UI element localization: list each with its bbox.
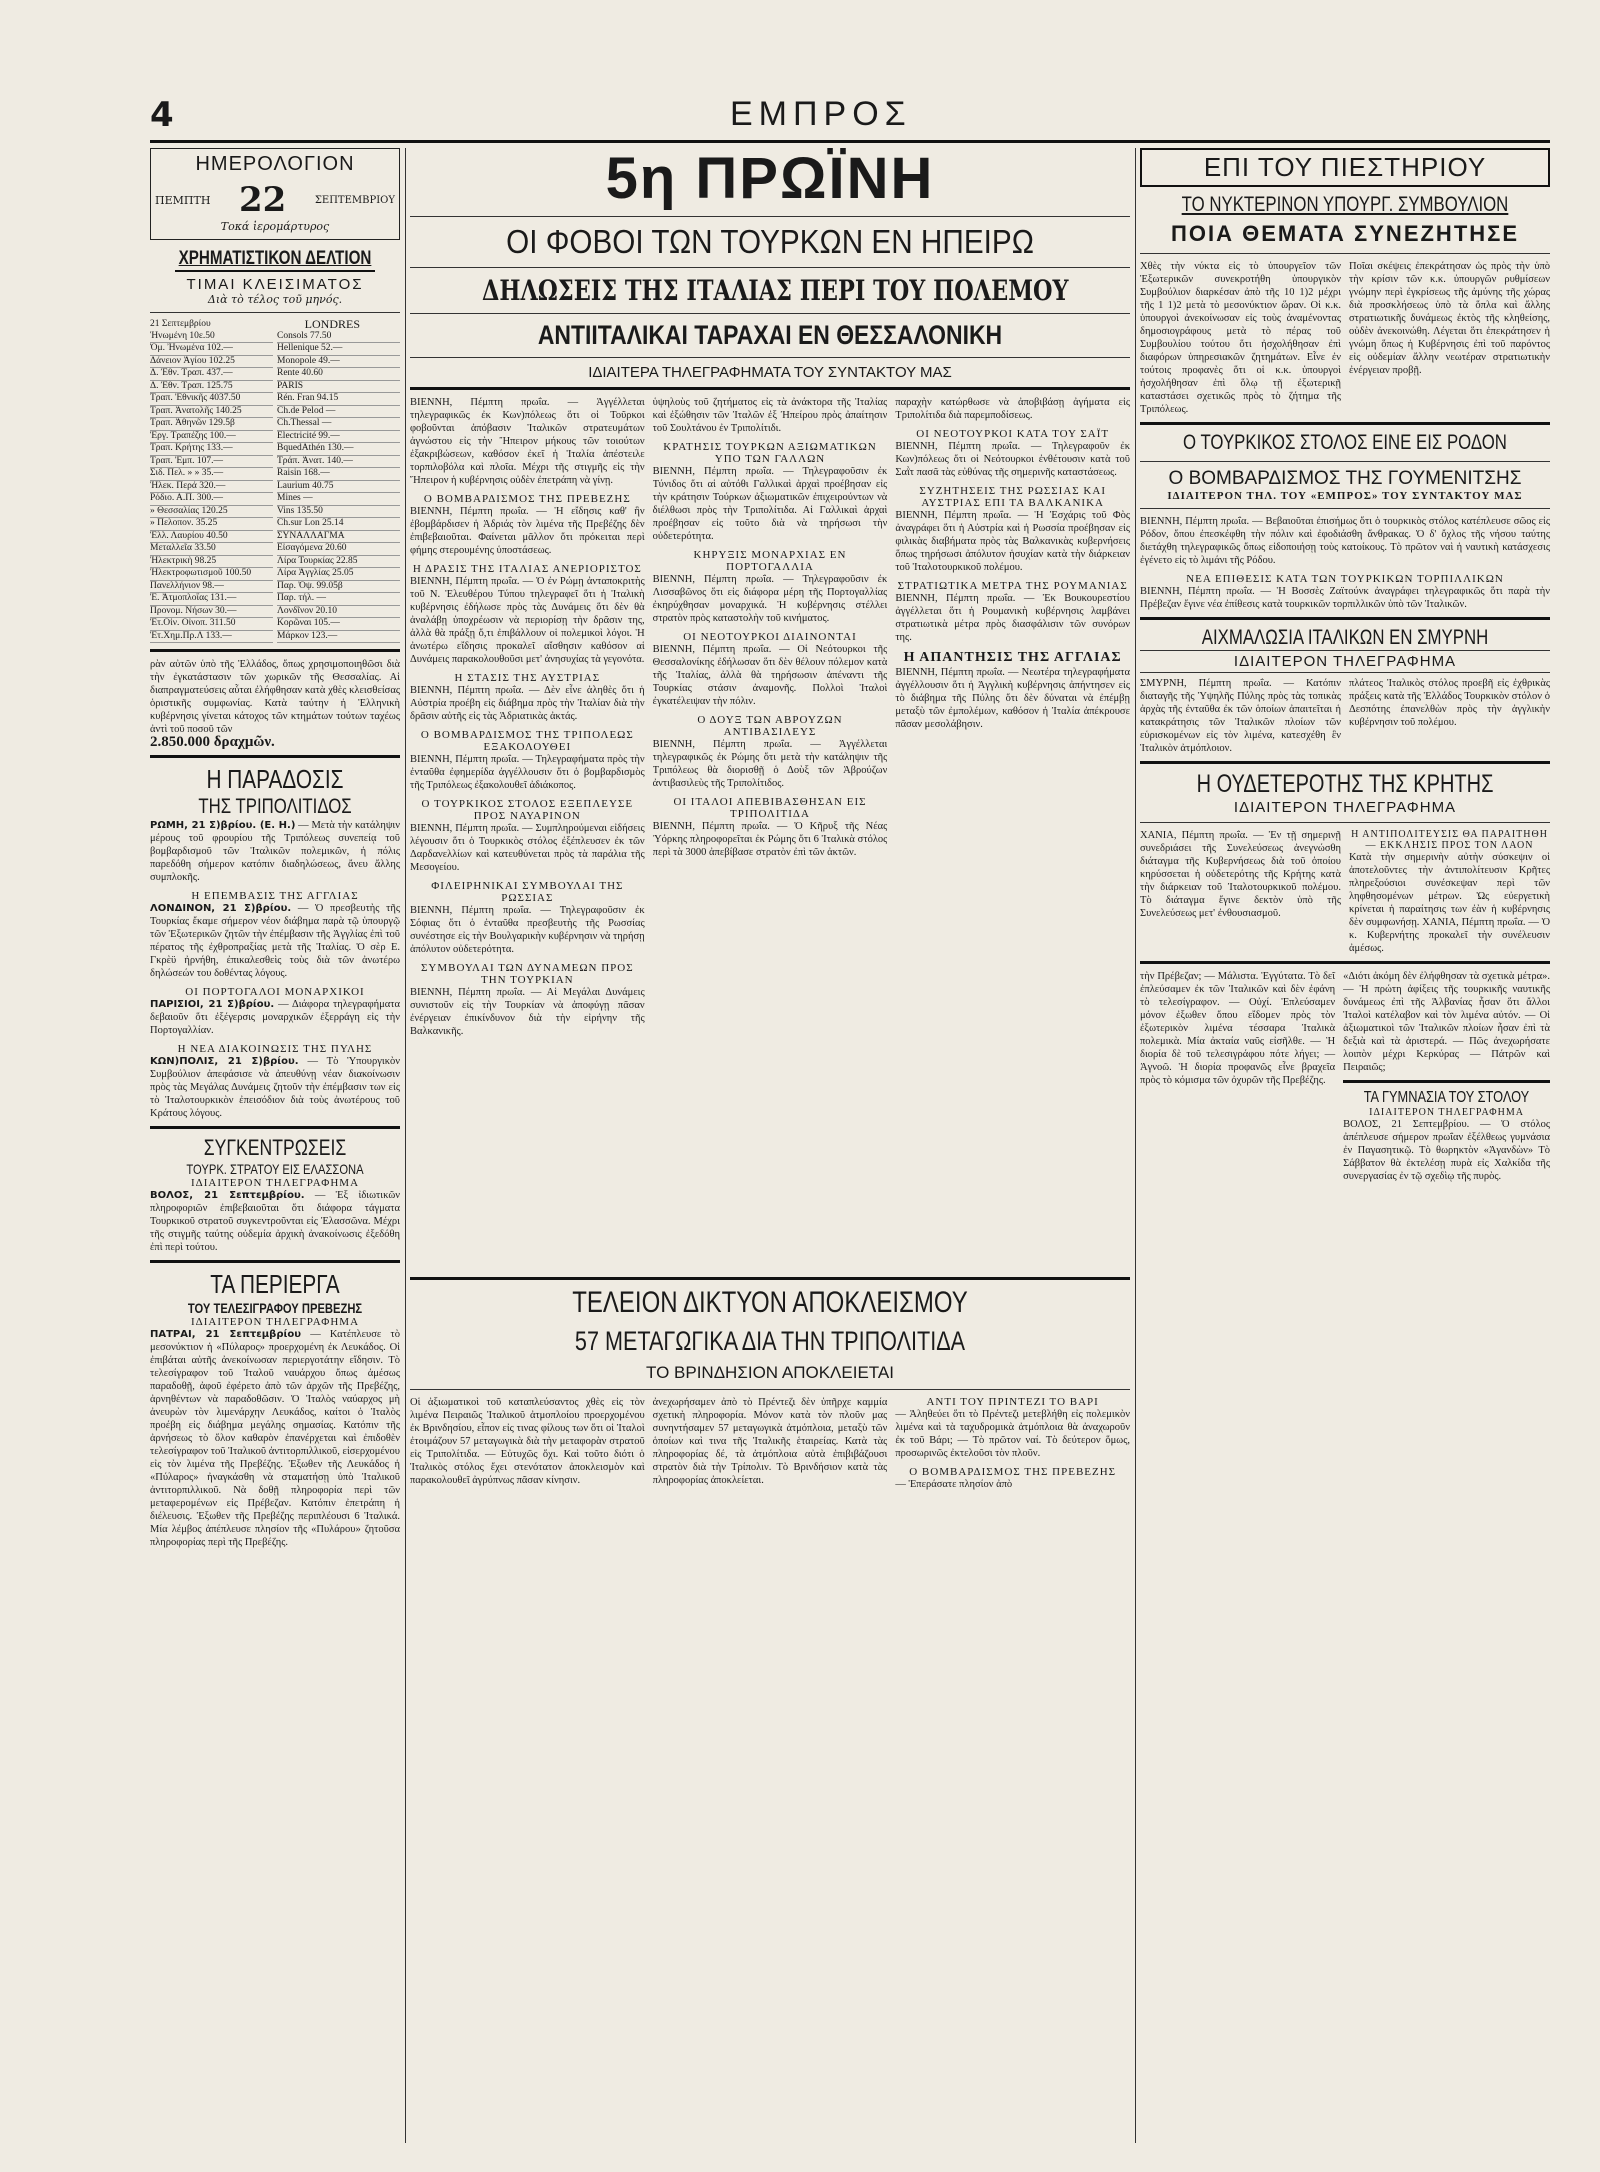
right-t6-right: «Διότι ἀκόμη δὲν ἐλήφθησαν τὰ σχετικὰ μέτρα». — Ἡ πρώτη ἀφίξεις τῆς τουρκικῆς ναυτικῆς δυνάμεως ἐπὶ τῆς Ἀλβανίας ἦσαν ὅτι ἄλλοι Ἰταλοὶ κατέλαβον καὶ τὸν λιμένα αὐτόν. — Οἱ ἀξιωματικοὶ τῶν Ἰταλικῶν πλοίων ἦσαν ἐπὶ τὰ δεξιὰ καὶ τὰ ἀριστερά. — Πῶς ἀνεχωρήσατε λοιπὸν μέχρι Κερκύρας — Πάτρῶν καὶ Πειραιῶς; bbox=[1343, 971, 1550, 1073]
right-t5-left: ΧΑΝΙΑ, Πέμπτη πρωΐα. — Ἐν τῇ σημερινῇ συνεδριάσει τῆς Συνελεύσεως ἀνεγνώσθη διάταγμα τῆς Κυβερνήσεως διὰ τοῦ ὁποίου κηρύσσεται ἡ οὐδετερότης τῆς Κρήτης κατὰ τὴν διάρκειαν τοῦ Ἰταλοτουρκικοῦ πολέμου. Τὸ διάταγμα ἔγινε δεκτὸν ὑπὸ τῆς Συνελεύσεως μετ' ἐνθουσιασμοῦ. bbox=[1140, 830, 1341, 919]
calendar-saint: Τοκά ἱερομάρτυρος bbox=[220, 220, 330, 233]
bottom-b: ἀνεχωρήσαμεν ἀπὸ τὸ Πρέντεζι δὲν ὑπῆρχε καμμία σχετικὴ πληροφορία. Μόνον κατὰ τὸν πλοῦν μας συνηντήσαμεν 57 μεταγωγικὰ ἀτμόπλοια, μεταξὺ τῶν ὁποίων καὶ τινα τῆς Ἰταλικῆς ἑταιρείας. Κατὰ τὰς πληροφορίας δέ, τὰ ἀτμόπλοια αὐτὰ ἐπιβιβάζουσι στρατὸν διὰ τὴν Τρίπολιν. Τὸ Βρινδήσιον κατὰ τὰς πληροφορίας ἀποκλείεται. bbox=[652, 1397, 888, 1486]
masthead bbox=[150, 95, 1550, 143]
col-a-t3: Η ΣΤΑΣΙΣ ΤΗΣ ΑΥΣΤΡΙΑΣ bbox=[454, 672, 601, 684]
col-a-p8: ΒΙΕΝΝΗ, Πέμπτη πρωΐα. — Αἱ Μεγάλαι Δυνάμεις συνιστοῦν εἰς τὴν Τουρκίαν νὰ ἀποφύγῃ πᾶσαν ἐνέργειαν ἐπικίνδυνον διὰ τὴν εἰρήνην τῆς Βαλκανικῆς. bbox=[410, 987, 645, 1037]
market-title: ΧΡΗΜΑΤΙΣΤΙΚΟΝ ΔΕΛΤΙΟΝ bbox=[175, 248, 375, 272]
market-cell: Ἠλεκτροφωτισμοῦ 100.50 bbox=[150, 568, 273, 581]
paradosis-dateline: ΡΩΜΗ, 21 Σ)βρίου. (Ε. Η.) bbox=[150, 820, 296, 831]
synkentroseis-title: ΣΥΓΚΕΝΤΡΩΣΕΙΣ bbox=[203, 1135, 347, 1160]
col-a-p3: ΒΙΕΝΝΗ, Πέμπτη πρωΐα. — Ὁ ἐν Ρώμῃ ἀνταποκριτὴς τοῦ Ν. Ἐλευθέρου Τύπου τηλεγραφεῖ ὅτι ἡ Ἰταλικὴ κυβέρνησις ἐδήλωσε πρὸς τὰς Δυνάμεις ὅτι δὲν θὰ ἀναλάβῃ ὑποχρέωσιν νὰ περιορίσῃ τὴν δρᾶσιν της, ἀλλὰ θὰ πράξῃ ὅ,τι ἐπιβάλλουν οἱ πολεμικοὶ λόγοι. Ἡ ἀνωτέρω εἴδησις προκαλεῖ αἴσθησιν καθόσον αἱ Δυνάμεις παρακολουθοῦσι μετ' ἀνησυχίας τὰ γεγονότα. bbox=[410, 576, 645, 665]
right-h7: Η ΟΥΔΕΤΕΡΟΤΗΣ ΤΗΣ ΚΡΗΤΗΣ bbox=[1196, 770, 1494, 798]
col-b-p4: ΒΙΕΝΝΗ, Πέμπτη πρωΐα. — Οἱ Νεότουρκοι τῆς Θεσσαλονίκης ἐδήλωσαν ὅτι δὲν θέλουν πόλεμον κατὰ τῆς Ἰταλίας, ἀλλὰ θὰ τηρήσωσιν ἀπέναντι τῆς Τουρκίας στάσιν ἀναμονῆς. Πολλοὶ Ἰταλοὶ ἐγκατέλειψαν τὴν πόλιν. bbox=[652, 644, 888, 707]
market-cell: PARIS bbox=[277, 381, 400, 394]
column-rule bbox=[405, 148, 406, 2143]
column-rule bbox=[1135, 148, 1136, 2143]
col-a-p2: ΒΙΕΝΝΗ, Πέμπτη πρωΐα. — Ἡ εἴδησις καθ' ἣν ἐβομβάρδισεν ἡ Ἀδριάς τὸν λιμένα τῆς Πρεβέζης δὲν ἐπιβεβαιοῦται. Φαίνεται μᾶλλον ὅτι πρόκειται περὶ φήμης στερουμένης ὑποστάσεως. bbox=[410, 506, 645, 556]
col-c-t1: ΟΙ ΝΕΟΤΟΥΡΚΟΙ ΚΑΤΑ ΤΟΥ ΣΑΪΤ bbox=[916, 428, 1110, 440]
market-cell: Παρ. Ὀψ. 99.05β bbox=[277, 581, 400, 594]
market-cell: Vins 135.50 bbox=[277, 506, 400, 519]
perierga-text: — Κατέπλευσε τὸ μεσονύκτιον ἡ «Πύλαρος» προερχομένη ἐκ Λευκάδος. Οἱ ἐπιβάται αὐτῆς ἀνεκοίνωσαν περιεργοτάτην εἴδησιν. Τὸ τελεσίγραφον τοῦ Ἰταλοῦ ναυάρχου ὅπως ἀμέσως παραδοθῇ, ἀφοῦ ἐφέρετο ἀπὸ τῶν ἀρχῶν τῆς Πρεβέζης, ἀρνηθέντων νὰ παραδοθῶσιν. Ὁ Ἰταλὸς ναύαρχος μὴ ἀνευρὼν τὸν λιμενάρχην Λευκάδος, καίτοι ὁ Ἰταλὸς προέβη εἰς διάβημα μεγάλης σημασίας. Κατόπιν τῆς ἀρνήσεως τὸ ὅλον καθαρὸν ἐπανέρχεται καὶ ἐπιδοθὲν τελεσίγραφον τοῦ Ἰταλικοῦ ἀντιτορπιλλικοῦ, εἰσερχομένου εἰς τὸν λιμένα τῆς Πρεβέζης. Ἐξωθεν τῆς Λευκάδος ἡ «Πύλαρος» ἠναγκάσθη νὰ σταματήσῃ ὑπὸ Ἰταλικοῦ ἀντιτορπιλλικοῦ. Νὰ δοθῇ πληροφορία περὶ τῶν μεταφερομένων εἰς Πρέβεζαν. Κατόπιν ἐπετράπη ἡ διέλευσις. Ἐξωθεν τῆς Πρεβέζης περιπλέουσι 6 Ἰταλικά. Μία λέμβος ἀπέπλευσε πλησίον τῆς «Πυλάρου» ζητοῦσα πληροφορίας περὶ τῆς Πρεβέζης. bbox=[150, 1329, 400, 1548]
market-cell: Ch.sur Lon 25.14 bbox=[277, 518, 400, 531]
right-h4: Ο ΒΟΜΒΑΡΔΙΣΜΟΣ ΤΗΣ ΓΟΥΜΕΝΙΤΣΗΣ bbox=[1168, 468, 1522, 489]
col-b-p6: ΒΙΕΝΝΗ, Πέμπτη πρωΐα. — Ὁ Κῆρυξ τῆς Νέας Ὑόρκης πληροφορεῖται ἐκ Ρώμης ὅτι 6 Ἰταλικὰ στόλος περὶ τὰ 3000 ἀπεβίβασε στρατὸν ἐπὶ τῶν ἀκτῶν. bbox=[652, 821, 888, 858]
market-cell: Electricité 99.— bbox=[277, 431, 400, 444]
market-note: Διὰ τὸ τέλος τοῦ μηνός. bbox=[207, 293, 343, 306]
market-cell: Mines — bbox=[277, 493, 400, 506]
col-a-t5: Ο ΤΟΥΡΚΙΚΟΣ ΣΤΟΛΟΣ ΕΞΕΠΛΕΥΣΕ ΠΡΟΣ ΝΑΥΑΡΙΝΟΝ bbox=[421, 798, 634, 822]
edition-title: 5η ΠΡΩΪΝΗ bbox=[605, 148, 935, 211]
paradosis-title: Η ΠΑΡΑΔΟΣΙΣ bbox=[206, 764, 344, 794]
market-table bbox=[150, 319, 400, 643]
calendar-date-row bbox=[155, 180, 395, 220]
portugal-title: ΟΙ ΠΟΡΤΟΓΑΛΟΙ ΜΟΝΑΡΧΙΚΟΙ bbox=[185, 986, 365, 998]
right-h8-label: ΙΔΙΑΙΤΕΡΟΝ ΤΗΛΕΓΡΑΦΗΜΑ bbox=[1369, 1107, 1524, 1118]
col-c-p4: ΒΙΕΝΝΗ, Πέμπτη πρωΐα. — Ἐκ Βουκουρεστίου ἀγγέλλεται ὅτι ἡ Ρουμανικὴ κυβέρνησις λαμβάνει στρατιωτικὰ μέτρα πρὸς διασφάλισιν τῶν συνόρων της. bbox=[895, 593, 1130, 643]
market-cell: Laurium 40.75 bbox=[277, 481, 400, 494]
col-c-p2: ΒΙΕΝΝΗ, Πέμπτη πρωΐα. — Τηλεγραφοῦν ἐκ Κων)πόλεως ὅτι οἱ Νεότουρκοι ἐνθέτουσιν κατὰ τοῦ Σαῒτ πασᾶ τὰς εὐθύνας τῆς σημερινῆς καταστάσεως. bbox=[895, 441, 1130, 478]
col-b-t2: ΚΗΡΥΞΙΣ ΜΟΝΑΡΧΙΑΣ ΕΝ ΠΟΡΤΟΓΑΛΛΙΑ bbox=[693, 549, 847, 573]
col-b-t5: ΟΙ ΙΤΑΛΟΙ ΑΠΕΒΙΒΑΣΘΗΣΑΝ ΕΙΣ ΤΡΙΠΟΛΙΤΙΔΑ bbox=[673, 796, 867, 820]
center-column bbox=[410, 148, 1130, 2143]
market-cell: Παρ. τήλ. — bbox=[277, 593, 400, 606]
market-cell: Λονδῖνον 20.10 bbox=[277, 606, 400, 619]
right-t5-r-title: Η ΑΝΤΙΠΟΛΙΤΕΥΣΙΣ ΘΑ ΠΑΡΑΙΤΗΘΗ — ΕΚΚΛΗΣΙΣ ΠΡΟΣ ΤΟΝ ΛΑΟΝ bbox=[1351, 829, 1548, 851]
right-h4-label: ΙΔΙΑΙΤΕΡΟΝ ΤΗΛ. ΤΟΥ «ΕΜΠΡΟΣ» ΤΟΥ ΣΥΝΤΑΚΤΟΥ ΜΑΣ bbox=[1167, 490, 1523, 502]
agglia-dateline: ΛΟΝΔΙΝΟΝ, 21 Σ)βρίου. bbox=[150, 903, 292, 914]
center-subcol-b bbox=[653, 396, 888, 1271]
agglia-title: Η ΕΠΕΜΒΑΣΙΣ ΤΗΣ ΑΓΓΛΙΑΣ bbox=[191, 890, 359, 902]
perierga-subtitle: ΤΟΥ ΤΕΛΕΣΙΓΡΑΦΟΥ ΠΡΕΒΕΖΗΣ bbox=[187, 1300, 363, 1316]
market-cell: Ἡνωμένη 10ε.50 bbox=[150, 331, 273, 344]
col-a-t4: Ο ΒΟΜΒΑΡΔΙΣΜΟΣ ΤΗΣ ΤΡΙΠΟΛΕΩΣ ΕΞΑΚΟΛΟΥΘΕΙ bbox=[420, 729, 634, 753]
market-cell: Rén. Fran 94.15 bbox=[277, 393, 400, 406]
ptais-text: — Τὸ Ὑπουργικὸν Συμβούλιον ἀπεφάσισε νὰ ἀπευθύνῃ νέαν διακοίνωσιν πρὸς τὰς Μεγάλας Δυνάμεις ζητοῦν τὴν ἐπέμβασιν των εἰς τὸ Ἰταλοτουρκικὸν ἐπεισόδιον διὰ τοὺς ἀνωτέρους τοῦ Κράτους λόγους. bbox=[150, 1056, 400, 1119]
market-cell: Ἐτ.Χημ.Πρ.Λ 133.— bbox=[150, 631, 273, 644]
center-subcol-c bbox=[895, 396, 1130, 1271]
market-cell: Κορῶναι 105.— bbox=[277, 618, 400, 631]
market-cell: Δ. Ἐθν. Τραπ. 125.75 bbox=[150, 381, 273, 394]
market-cell: Ἐτ.Οἰν. Οἰνοπ. 311.50 bbox=[150, 618, 273, 631]
left-column bbox=[150, 148, 400, 2143]
market-cell: Μεταλλεῖα 33.50 bbox=[150, 543, 273, 556]
center-body bbox=[410, 396, 1130, 1271]
paradosis-text: — Μετὰ τὴν κατάληψιν μέρους τοῦ φρουρίου τῆς Τριπόλεως συνεπείᾳ τοῦ βομβαρδισμοῦ τῶν Ἰταλικῶν πολεμικῶν, ἡ πόλις παρεδόθη σήμερον κατόπιν διαδηλώσεως, ἄνευ ἄλλης συμπλοκῆς. bbox=[150, 820, 400, 883]
col-b-p5: ΒΙΕΝΝΗ, Πέμπτη πρωΐα. — Ἀγγέλλεται τηλεγραφικῶς ἐκ Ρώμης ὅτι μετὰ τὴν κατάληψιν τῆς Τριπόλεως θὰ διορισθῇ ὁ Δοὺξ τῶν Ἀβρούζων ἀντιβασιλεὺς τῆς Τριπολίτιδος. bbox=[652, 739, 888, 789]
market-cell: Ρόδιο. Α.Π. 300.— bbox=[150, 493, 273, 506]
market-cell: Δ. Ἐθν. Τραπ. 437.— bbox=[150, 368, 273, 381]
market-cell: Rente 40.60 bbox=[277, 368, 400, 381]
calendar-day: ΠΕΜΠΤΗ bbox=[155, 193, 211, 207]
col-c-p3: ΒΙΕΝΝΗ, Πέμπτη πρωΐα. — Ἡ Ἐσχάρις τοῦ Φὸς ἀναγράφει ὅτι ἡ Αὐστρία καὶ ἡ Ρωσσία προέβησαν εἰς φιλικὰς διαβήματα πρὸς τὰς Βαλκανικὰς κυβερνήσεις ὅπως τηρήσωσι ἀπόλυτον ἡσυχίαν κατὰ τὴν διάρκειαν τοῦ Ἰταλοτουρκικοῦ πολέμου. bbox=[895, 510, 1130, 573]
col-a-t6: ΦΙΛΕΙΡΗΝΙΚΑΙ ΣΥΜΒΟΥΛΑΙ ΤΗΣ ΡΩΣΣΙΑΣ bbox=[431, 880, 624, 904]
col-c-p5: ΒΙΕΝΝΗ, Πέμπτη πρωΐα. — Νεωτέρα τηλεγραφήματα ἀγγέλλουσιν ὅτι ἡ Ἀγγλικὴ κυβέρνησις ἀπήντησεν εἰς τὸ διάβημα τῆς Πύλης ὅτι δὲν δύναται νὰ ἐπέμβῃ μεταξὺ τῶν ἐμπολέμων, καθόσον ἡ Ἰταλία ἀπέκρουσε πᾶσαν μεσολάβησιν. bbox=[895, 667, 1130, 730]
synkentroseis-dateline: ΒΟΛΟΣ, 21 Σεπτεμβρίου. bbox=[150, 1190, 305, 1201]
market-cell: Ὁμ. Ἠνωμένα 102.— bbox=[150, 343, 273, 356]
market-cell: Ἠλεκτρικὴ 98.25 bbox=[150, 556, 273, 569]
bottom-c-title: ΑΝΤΙ ΤΟΥ ΠΡΙΝΤΕΖΙ ΤΟ ΒΑΡΙ bbox=[926, 1396, 1099, 1408]
right-t6-left: τὴν Πρέβεζαν; — Μάλιστα. Ἐγγύτατα. Τὸ δεῖ ἐπλεύσαμεν ἐκ τῶν Ἰταλικῶν καὶ δὲν ἐφάνη τὸ τελεσίγραφον. — Οὐχί. Ἐπλεύσαμεν μόνον ἐξωθεν ὅπου εἴδομεν πρὸς τὸν ἐξωτερικὸν λιμένα τέσσαρα Ἰταλικὰ πολεμικὰ. Μία ἀκταία ναῦς εἰσῆλθε. — Ἡ διορία δὲ τοῦ τελεσιγράφου πότε λήγει; — Ἀγνοῶ. Ἡ διορία προφανῶς εἶνε βραχεῖα πρὸς τὸ κόμισμα τῶν ὀχυρῶν τῆς Πρεβέζης. bbox=[1140, 971, 1336, 1086]
right-h7-label: ΙΔΙΑΙΤΕΡΟΝ ΤΗΛΕΓΡΑΦΗΜΑ bbox=[1233, 799, 1457, 816]
market-cell: Monopole 49.— bbox=[277, 356, 400, 369]
market-cell: BquedAthén 130.— bbox=[277, 443, 400, 456]
market-cell: Hellenique 52.— bbox=[277, 343, 400, 356]
right-t1-left: Χθὲς τὴν νύκτα εἰς τὸ ὑπουργεῖον τῶν Ἐξωτερικῶν συνεκροτήθη ὑπουργικὸν Συμβούλιον διαρκέσαν ἀπὸ τῆς 10 1)2 μέχρι τῆς 1 1)2 μετὰ τὸ μεσονύκτιον ὥραν. Οἱ κ.κ. ὑπουργοὶ ἀνεκοίνωσαν εἰς τοὺς ἀναμένοντας δημοσιογράφους μετὰ τὸ πέρας τοῦ Συμβουλίου τούτου ὅτι ἠσχολήθησαν ἐπὶ διαφόρων ὑπηρεσιακῶν ζητημάτων. Εἶνε ἐν τούτοις προφανὲς ὅτι οἱ κ.κ. ὑπουργοὶ ἠσχολήθησαν ἐπὶ ὅλῳ τῇ ἐξωτερικῇ καταστάσει σχετικῶς πρὸς τὸ ζήτημα τῆς Τριπόλεως. bbox=[1140, 261, 1341, 415]
perierga-title: ΤΑ ΠΕΡΙΕΡΓΑ bbox=[210, 1269, 340, 1299]
right-t4-right: πλάτεος Ἰταλικὸς στόλος προεβῆ εἰς ἐχθρικὰς πράξεις κατὰ τῆς Ἑλλάδος Τουρκικὸν στόλον ὁ Δεσπότης ἐπανελθὼν πρὸς τὴν ἀγγλικὴν κυβέρνησιν τοῦ πολέμου. bbox=[1349, 678, 1550, 728]
synkentroseis-subtitle: ΤΟΥΡΚ. ΣΤΡΑΤΟΥ ΕΙΣ ΕΛΑΣΣΟΝΑ bbox=[186, 1161, 364, 1177]
market-cell: Consols 77.50 bbox=[277, 331, 400, 344]
right-t2: ΒΙΕΝΝΗ, Πέμπτη πρωΐα. — Βεβαιοῦται ἐπισήμως ὅτι ὁ τουρκικὸς στόλος κατέπλευσε σῶος εἰς Ρόδον, ὅπου ἐπεσκέφθη τὴν πόλιν καὶ ἐφοδιάσθη ἄνθρακας. Ὁ δ' ὄχλος τῆς νήσου ταύτης διετάχθη τηλεγραφικῶς ὅπως εἰδοποιήσῃ τοὺς κατοίκους. Τὸ πρῶτον ναὶ ἡ ναυτικὴ κατάσχεσις ἐγένετο εἰς τὸ λιμάνι τῆς Ρόδου. bbox=[1140, 516, 1550, 566]
col-c-p1: παραχὴν κατώρθωσε νὰ ἀποβιβάσῃ ἀγήματα εἰς Τριπολίτιδα διὰ παρεμποδίσεως. bbox=[895, 397, 1130, 421]
market-cell: Δάνειον Ἀγίου 102.25 bbox=[150, 356, 273, 369]
market-cell: » Πελοπον. 35.25 bbox=[150, 518, 273, 531]
right-h2: ΠΟΙΑ ΘΕΜΑΤΑ ΣΥΝΕΖΗΤΗΣΕ bbox=[1170, 221, 1520, 246]
synkentroseis-text: — Ἐξ ἰδιωτικῶν πληροφοριῶν ἐπιβεβαιοῦται ὅτι διάφορα τάγματα Τουρκικοῦ στρατοῦ συγκεντροῦνται εἰς Ἐλασσῶνα. Μέχρι τῆς στιγμῆς ταύτης οὐδεμία ἀρχικὴ ἀνακοίνωσις ἐξεδόθη ἐπὶ περὶ τούτου. bbox=[150, 1190, 400, 1253]
col-c-t4: Η ΑΠΑΝΤΗΣΙΣ ΤΗΣ ΑΓΓΛΙΑΣ bbox=[903, 650, 1122, 665]
market-cell: Ch.de Pelod — bbox=[277, 406, 400, 419]
col-b-t1: ΚΡΑΤΗΣΙΣ ΤΟΥΡΚΩΝ ΑΞΙΩΜΑΤΙΚΩΝ ΥΠΟ ΤΩΝ ΓΑΛΛΩΝ bbox=[663, 441, 877, 465]
right-h5: ΝΕΑ ΕΠΙΘΕΣΙΣ ΚΑΤΑ ΤΩΝ ΤΟΥΡΚΙΚΩΝ ΤΟΡΠΙΛΛΙΚΩΝ bbox=[1186, 573, 1504, 585]
perierga-label: ΙΔΙΑΙΤΕΡΟΝ ΤΗΛΕΓΡΑΦΗΜΑ bbox=[190, 1316, 360, 1328]
bottom-a: Οἱ ἀξιωματικοὶ τοῦ καταπλεύσαντος χθὲς εἰς τὸν λιμένα Πειραιῶς Ἰταλικοῦ ἀτμοπλοίου προερχομένου ἐκ Βρινδησίου, εἶπον εἰς τινας φίλους των ὅτι οἱ Ἰταλοὶ ἐτοιμάζουν 57 μεταγωγικὰ διὰ τὴν μεταφορὰν στρατοῦ εἰς Τριπολίτιδα. — Εὐτυχῶς ὅχι. Καὶ τοῦτο διότι ὁ Ἰταλικὸς στόλος ἔχει στενότατον ἀποκλεισμὸν καὶ παρακολουθεῖ ἀγρύπνως πᾶσαν κίνησιν. bbox=[410, 1397, 645, 1486]
col-b-p2: ΒΙΕΝΝΗ, Πέμπτη πρωΐα. — Τηλεγραφοῦσιν ἐκ Τύνιδος ὅτι αἱ αὐτόθι Γαλλικαὶ ἀρχαὶ προέβησαν εἰς τὴν κράτησιν Τούρκων ἀξιωματικῶν ἐπιχειρούντων νὰ διέλθωσι πρὸς τὴν Τριπολίτιδα. Αἱ Γαλλικαὶ ἀρχαὶ προέβησαν εἰς τοῦτο διὰ νὰ τηρήσωσι τὴν οὐδετερότητα. bbox=[652, 466, 888, 542]
market-rows bbox=[150, 331, 400, 644]
main-headline: ΟΙ ΦΟΒΟΙ ΤΩΝ ΤΟΥΡΚΩΝ ΕΝ ΗΠΕΙΡΩ bbox=[506, 223, 1034, 260]
col-a-t2: Η ΔΡΑΣΙΣ ΤΗΣ ΙΤΑΛΙΑΣ ΑΝΕΡΙΟΡΙΣΤΟΣ bbox=[412, 563, 642, 575]
bottom-c-title-2: Ο ΒΟΜΒΑΡΔΙΣΜΟΣ ΤΗΣ ΠΡΕΒΕΖΗΣ bbox=[909, 1466, 1117, 1478]
portugal-text: — Διάφορα τηλεγραφήματα δεβαιοῦν ὅτι ἐξέγερσις μοναρχικῶν ἐξερράγη εἰς τὴν Πορτογαλλίαν. bbox=[150, 999, 400, 1036]
headline-3: ΑΝΤΙΙΤΑΛΙΚΑΙ ΤΑΡΑΧΑΙ ΕΝ ΘΕΣΣΑΛΟΝΙΚΗ bbox=[537, 320, 1003, 350]
market-cell: Τραπ. Ἐθνικῆς 4037.50 bbox=[150, 393, 273, 406]
market-cell: Λίρα Ἀγγλίας 25.05 bbox=[277, 568, 400, 581]
market-cell: Ἑλλ. Λαυρίου 40.50 bbox=[150, 531, 273, 544]
market-cell: Τράπ. Ἀνατ. 140.— bbox=[277, 456, 400, 469]
col-a-p4: ΒΙΕΝΝΗ, Πέμπτη πρωΐα. — Δὲν εἶνε ἀληθὲς ὅτι ἡ Αὐστρία προέβη εἰς διάβημα πρὸς τὴν Ἰταλίαν διὰ τὴν δρᾶσιν αὐτῆς εἰς τὰς Ἀδριατικὰς ἀκτάς. bbox=[410, 685, 645, 722]
right-t4-left: ΣΜΥΡΝΗ, Πέμπτη πρωΐα. — Κατόπιν διαταγῆς τῆς Ὑψηλῆς Πύλης πρὸς τὰς τοπικὰς ἀρχὰς τῆς ἐνταῦθα ἐκ τῶν ὁποίων ἀπαιτεῖται ἡ κατακράτησις τῶν Ἰταλικῶν πλοίων τῶν εὑρισκομένων εἰς τὸν λιμένα, κατεσχέθη ἓν Ἰταλικὸν ἀτμόπλοιον. bbox=[1140, 678, 1341, 754]
headline-5: ΤΕΛΕΙΟΝ ΔΙΚΤΥΟΝ ΑΠΟΚΛΕΙΣΜΟΥ bbox=[572, 1286, 968, 1319]
right-t1-right: Ποῖαι σκέψεις ἐπεκράτησαν ὡς πρὸς τὴν ὑπὸ τὴν κρίσιν τῶν κ.κ. ὑπουργῶν ρυθμίσεων γνώμην περὶ ἐγκρίσεως τῆς ἀμύνης τῆς χώρας διὰ προσκλήσεως ὑπὸ τὰ ὅπλα καὶ ἄλλης στρατιωτικῆς δυνάμεως ἐκτὸς τῆς κληθείσης, οὐδὲν ἀνεκοινώθη. Λέγεται ὅτι ἐπεκράτησεν ἡ γνώμη ὅπως ἡ Κυβέρνησις ἐπὶ τοῦ παρόντος εἰς οὐδεμίαν ἄλλην νεωτέραν στρατιωτικὴν ἐνέργειαν προβῇ. bbox=[1349, 261, 1550, 376]
right-t5-right: Κατὰ τὴν σημερινὴν αὐτὴν σύσκεψιν οἱ ἀποτελοῦντες τὴν ἀντιπολίτευσιν Κρῆτες πληρεξούσιοι συνέσκεψαν περὶ τῶν ληφθησομένων μέτρων. Ὡς εὐεργετικὴ κρίνεται ἡ παραίτησις των ἐὰν ἡ κυβέρνησις δὲν συμφωνήσῃ. ΧΑΝΙΑ, Πέμπτη πρωΐα. — Ὁ κ. Κυβερνήτης προκαλεῖ τὴν συνέλευσιν ἀμέσως. bbox=[1349, 852, 1550, 954]
col-a-p1: ΒΙΕΝΝΗ, Πέμπτη πρωΐα. — Ἀγγέλλεται τηλεγραφικῶς ἐκ Κων)πόλεως ὅτι οἱ Τοῦρκοι φοβοῦνται ἀπόβασιν Ἰταλικῶν στρατευμάτων ἀγνώστου εἰς τὴν Ἤπειρον μήκους τῶν τοιούτων ἐξακριβώσεων, καθόσον ἐκεῖ ἡ Ἰταλία ἀπέστειλε τορπιλοβόλα καὶ πλοῖα. Μέχρι τῆς στιγμῆς εἰς τὴν Ἤπειρον ἡ κυβέρνησις οὐδὲν ἐπετράπη νὰ γίνῃ. bbox=[410, 397, 645, 486]
market-cell: Ἡλεκ. Περά 320.— bbox=[150, 481, 273, 494]
market-cell: Τραπ. Ἀθηνῶν 129.5β bbox=[150, 418, 273, 431]
market-cell: Τραπ. Ἀνατολῆς 140.25 bbox=[150, 406, 273, 419]
headline-6: 57 ΜΕΤΑΓΩΓΙΚΑ ΔΙΑ ΤΗΝ ΤΡΙΠΟΛΙΤΙΔΑ bbox=[574, 1326, 966, 1356]
market-city: LONDRES bbox=[304, 317, 360, 331]
right-h6: ΑΙΧΜΑΛΩΣΙΑ ΙΤΑΛΙΚΩΝ ΕΝ ΣΜΥΡΝΗ bbox=[1201, 626, 1489, 649]
market-subtitle: ΤΙΜΑΙ ΚΛΕΙΣΙΜΑΤΟΣ bbox=[186, 276, 364, 293]
center-subcol-a bbox=[410, 396, 645, 1271]
bottom-c-2: — Ἐπεράσατε πλησίον ἀπὸ bbox=[895, 1479, 1013, 1490]
market-cell: Τραπ. Κρήτης 133.— bbox=[150, 443, 273, 456]
calendar-box bbox=[150, 148, 400, 240]
bottom-c: — Ἀληθεύει ὅτι τὸ Πρέντεζι μετεβλήθη εἰς πολεμικὸν λιμένα καὶ τὰ ταχυδρομικὰ ἀτμόπλοια θὰ ἀναχωροῦν ἐκ τοῦ Βάρι; — Τὸ πρῶτον ναί. Τὸ δεύτερον ὅμως, προσωρινῶς ἐκτελοῦσι τὸν πλοῦν. bbox=[895, 1409, 1130, 1459]
paradosis-subtitle: ΤΗΣ ΤΡΙΠΟΛΙΤΙΔΟΣ bbox=[198, 795, 352, 818]
market-cell: Εἰσαγόμενα 20.60 bbox=[277, 543, 400, 556]
col-a-p7: ΒΙΕΝΝΗ, Πέμπτη πρωΐα. — Τηλεγραφοῦσιν ἐκ Σόφιας ὅτι ὁ ἐνταῦθα πρεσβευτὴς τῆς Ρωσσίας συνέστησε εἰς τὴν Βουλγαρικὴν κυβέρνησιν νὰ τηρήσῃ ἀπόλυτον οὐδετερότητα. bbox=[410, 905, 645, 955]
intro-amount: 2.850.000 δραχμῶν. bbox=[150, 734, 275, 750]
col-b-t3: ΟΙ ΝΕΟΤΟΥΡΚΟΙ ΔΙΑΙΝΟΝΤΑΙ bbox=[683, 631, 857, 643]
headline-4: ΙΔΙΑΙΤΕΡΑ ΤΗΛΕΓΡΑΦΗΜΑΤΑ ΤΟΥ ΣΥΝΤΑΚΤΟΥ ΜΑΣ bbox=[588, 364, 952, 381]
market-cell: Προνομ. Νήσων 30.— bbox=[150, 606, 273, 619]
market-cell: Raisin 168.— bbox=[277, 468, 400, 481]
market-date: 21 Σεπτεμβρίου bbox=[150, 319, 211, 329]
ptais-dateline: ΚΩΝ)ΠΟΛΙΣ, 21 Σ)βρίου. bbox=[150, 1056, 299, 1067]
market-cell: Ἐ. Ἀτμοπλοΐας 131.— bbox=[150, 593, 273, 606]
col-b-p3: ΒΙΕΝΝΗ, Πέμπτη πρωΐα. — Τηλεγραφοῦσιν ἐκ Λισσαβῶνος ὅτι εἰς διάφορα μέρη τῆς Πορτογαλλίας ἐκηρύχθησαν μοναρχικά. Ἡ κυβέρνησις στέλλει στρατὸν πρὸς καταστολὴν τοῦ κινήματος. bbox=[652, 574, 888, 624]
right-t7: ΒΟΛΟΣ, 21 Σεπτεμβρίου. — Ὁ στόλος ἀπέπλευσε σήμερον πρωΐαν ἐξέλθεως γυμνάσια ἐν Παγασητικῷ. Τὸ θωρηκτὸν «Ἀγανδὼν» Τὸ Σάββατον θὰ ἐκτελέσῃ πυρὰ εἰς Χαλκίδα τῆς συνεργασίας ἐν τῷ σχεδὶῳ τῆς πυρὸς. bbox=[1343, 1119, 1550, 1182]
paper-name: ΕΜΠΡΟΣ bbox=[730, 95, 912, 133]
market-cell: Σιδ. Πελ. » » 35.— bbox=[150, 468, 273, 481]
headline-7: ΤΟ ΒΡΙΝΔΗΣΙΟΝ ΑΠΟΚΛΕΙΕΤΑΙ bbox=[646, 1363, 894, 1382]
right-h6-label: ΙΔΙΑΙΤΕΡΟΝ ΤΗΛΕΓΡΑΦΗΜΑ bbox=[1140, 650, 1550, 673]
right-column bbox=[1140, 148, 1550, 2143]
center-bottom bbox=[410, 1396, 1130, 1491]
synkentroseis-label: ΙΔΙΑΙΤΕΡΟΝ ΤΗΛΕΓΡΑΦΗΜΑ bbox=[190, 1177, 360, 1189]
col-a-p5: ΒΙΕΝΝΗ, Πέμπτη πρωΐα. — Τηλεγραφήματα πρὸς τὴν ἐνταῦθα ἐφημερίδα ἀγγέλλουσιν ὅτι ὁ βομβαρδισμὸς τῆς Τριπόλεως ἐξακολουθεῖ ἀδιάκοπος. bbox=[410, 754, 645, 791]
col-a-t1: Ο ΒΟΜΒΑΡΔΙΣΜΟΣ ΤΗΣ ΠΡΕΒΕΖΗΣ bbox=[423, 493, 631, 505]
portugal-dateline: ΠΑΡΙΣΙΟΙ, 21 Σ)βρίου. bbox=[150, 999, 275, 1010]
ptais-title: Η ΝΕΑ ΔΙΑΚΟΙΝΩΣΙΣ ΤΗΣ ΠΥΛΗΣ bbox=[177, 1043, 373, 1055]
right-h1: ΤΟ ΝΥΚΤΕΡΙΝΟΝ ΥΠΟΥΡΓ. ΣΥΜΒΟΥΛΙΟΝ bbox=[1181, 193, 1509, 216]
right-h8: ΤΑ ΓΥΜΝΑΣΙΑ ΤΟΥ ΣΤΟΛΟΥ bbox=[1363, 1089, 1530, 1106]
market-cell: » Θεσσαλίας 120.25 bbox=[150, 506, 273, 519]
headline-2: ΔΗΛΩΣΕΙΣ ΤΗΣ ΙΤΑΛΙΑΣ ΠΕΡΙ ΤΟΥ ΠΟΛΕΜΟΥ bbox=[482, 274, 1069, 307]
col-b-t4: Ο ΔΟΥΞ ΤΩΝ ΑΒΡΟΥΖΩΝ ΑΝΤΙΒΑΣΙΛΕΥΣ bbox=[697, 714, 843, 738]
market-cell: Ἐργ. Τραπέζης 100.— bbox=[150, 431, 273, 444]
market-cell: ΣΥΝΑΛΛΑΓΜΑ bbox=[277, 531, 400, 544]
market-cell: Τραπ. Ἐμπ. 107.— bbox=[150, 456, 273, 469]
market-cell: Λίρα Τουρκίας 22.85 bbox=[277, 556, 400, 569]
market-cell: Πανελλήνιον 98.— bbox=[150, 581, 273, 594]
page-number: 4 bbox=[150, 95, 174, 135]
col-b-p1: ὑψηλοὺς τοῦ ζητήματος εἰς τὰ ἀνάκτορα τῆς Ἰταλίας καὶ ἐξώθησιν τῶν Ἰταλῶν ἐξ Ἠπείρου πρὸς ἀπαίτησιν τοῦ Σουλτάνου ἐν Τριπολίτιδι. bbox=[652, 397, 888, 434]
col-c-t3: ΣΤΡΑΤΙΩΤΙΚΑ ΜΕΤΡΑ ΤΗΣ ΡΟΥΜΑΝΙΑΣ bbox=[897, 580, 1128, 592]
intro-text: ρὰν αὐτῶν ὑπὸ τῆς Ἑλλάδος, ὅπως χρησιμοποιηθῶσι διὰ τὴν ἐγκατάστασιν τῶν χωρικῶν τῆς Θεσσαλίας. Αἱ διαπραγματεύσεις αὗται ἐλήφθησαν κατὰ χθὲς κλεισθείσας ὁριστικῆς συμφωνίας. Κατὰ ταύτην ἡ Ἑλληνικὴ κυβέρνησις γίνεται κάτοχος τῶν κτημάτων τούτων ταχέως ἀντὶ τοῦ ποσοῦ τῶν bbox=[150, 659, 400, 735]
market-cell: Ch.Thessal — bbox=[277, 418, 400, 431]
col-c-t2: ΣΥΖΗΤΗΣΕΙΣ ΤΗΣ ΡΩΣΣΙΑΣ ΚΑΙ ΑΥΣΤΡΙΑΣ ΕΠΙ ΤΑ ΒΑΛΚΑΝΙΚΑ bbox=[919, 485, 1106, 509]
perierga-dateline: ΠΑΤΡΑΙ, 21 Σεπτεμβρίου bbox=[150, 1329, 302, 1340]
calendar-month: ΣΕΠΤΕΜΒΡΙΟΥ bbox=[314, 194, 395, 206]
right-t3: ΒΙΕΝΝΗ, Πέμπτη πρωΐα. — Ἡ Βοσσὲς Ζαϊτούνκ ἀναγράφει τηλεγραφικῶς ὅτι παρὰ τὴν Πρέβεζαν ἔγινε νέα ἐπίθεσις κατὰ τουρκικῶν τορπιλλικῶν ὑπὸ τῶν Ἰταλικῶν. bbox=[1140, 586, 1550, 610]
press-section-title: ΕΠΙ ΤΟΥ ΠΙΕΣΤΗΡΙΟΥ bbox=[1140, 148, 1550, 187]
calendar-date: 22 bbox=[238, 180, 287, 220]
right-h3: Ο ΤΟΥΡΚΙΚΟΣ ΣΤΟΛΟΣ ΕΙΝΕ ΕΙΣ ΡΟΔΟΝ bbox=[1183, 431, 1507, 454]
market-cell: Μάρκον 123.— bbox=[277, 631, 400, 644]
col-a-t7: ΣΥΜΒΟΥΛΑΙ ΤΩΝ ΔΥΝΑΜΕΩΝ ΠΡΟΣ ΤΗΝ ΤΟΥΡΚΙΑΝ bbox=[421, 962, 634, 986]
calendar-title: ΗΜΕΡΟΛΟΓΙΟΝ bbox=[195, 153, 355, 175]
col-a-p6: ΒΙΕΝΝΗ, Πέμπτη πρωΐα. — Συμπληρούμεναι εἰδήσεις λέγουσιν ὅτι ὁ Τουρκικὸς στόλος ἐξέπλευσεν ἐκ τῶν Δαρδανελλίων καὶ κατευθύνεται πρὸς τὰ παράλια τῆς Μεσογείου. bbox=[410, 823, 645, 873]
agglia-text: — Ὁ πρεσβευτὴς τῆς Τουρκίας ἔκαμε σήμερον νέον διάβημα παρὰ τῷ ὑπουργῷ τῶν Ἐξωτερικῶν ζητῶν τὴν ἐπέμβασιν τῆς Ἀγγλίας ἐπὶ τοῦ πέρατος τῆς ἐχθροπραξίας μετὰ τῆς Ἰταλίας. Ὁ σὲρ Ε. Γκρὲϋ ἠρνήθη, ἐπικαλεσθεὶς τοὺς διὰ τῶν ἀνωτέρω δηλώσεών του δοθέντας λόγους. bbox=[150, 903, 400, 979]
